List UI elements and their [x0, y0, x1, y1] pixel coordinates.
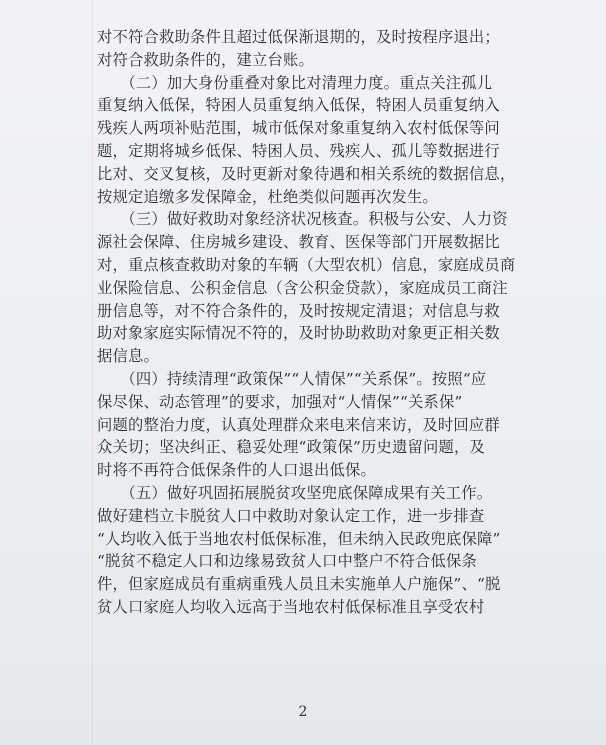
text-line: 问题的整治力度，认真处理群众来电来信来访，及时回应群	[97, 415, 500, 434]
text-line: “人均收入低于当地农村低保标准，但未纳入民政兜底保障”	[97, 529, 501, 548]
text-line: 比对、交叉复核，及时更新对象待遇和相关系统的数据信息，	[97, 164, 516, 183]
text-line: 对，重点核查救助对象的车辆（大型农机）信息，家庭成员商	[97, 255, 516, 274]
text-line: 对符合救助条件的，建立台账。	[97, 50, 314, 69]
text-line: （二）加大身份重叠对象比对清理力度。重点关注孤儿	[97, 73, 493, 92]
text-line: 众关切；坚决纠正、稳妥处理“政策保”历史遗留问题，及	[97, 438, 485, 457]
text-line: 助对象家庭实际情况不符的，及时协助救助对象更正相关数	[97, 324, 500, 343]
body-text	[97, 26, 529, 619]
text-line: 源社会保障、住房城乡建设、教育、医保等部门开展数据比	[97, 233, 500, 252]
text-line: 按规定追缴多发保障金，杜绝类似问题再次发生。	[97, 187, 438, 206]
text-line: 据信息。	[97, 347, 159, 366]
text-line: 贫人口家庭人均收入远高于当地农村低保标准且享受农村	[97, 597, 485, 616]
text-line: 业保险信息、公积金信息（含公积金贷款），家庭成员工商注	[97, 278, 508, 297]
text-line: 题，定期将城乡低保、特困人员、残疾人、孤儿等数据进行	[97, 141, 500, 160]
text-line: 册信息等，对不符合条件的，及时按规定清退；对信息与救	[97, 301, 500, 320]
text-line: 做好建档立卡脱贫人口中救助对象认定工作，进一步排查	[97, 506, 485, 525]
text-line: 残疾人两项补贴范围，城市低保对象重复纳入农村低保等问	[97, 119, 500, 138]
text-line: （三）做好救助对象经济状况核查。积极与公安、人力资	[97, 210, 508, 229]
text-line: “脱贫不稳定人口和边缘易致贫人口中整户不符合低保条	[97, 552, 477, 571]
text-line: 时将不再符合低保条件的人口退出低保。	[97, 461, 376, 480]
page-fold-shadow	[92, 0, 93, 745]
text-line: （五）做好巩固拓展脱贫攻坚兜底保障成果有关工作。	[97, 483, 493, 502]
text-line: 对不符合救助条件且超过低保渐退期的，及时按程序退出；	[97, 28, 500, 46]
text-line: 保尽保、动态管理”的要求，加强对“人情保”“关系保”	[97, 392, 463, 411]
page-number: 2	[298, 704, 308, 720]
text-line: 重复纳入低保，特困人员重复纳入低保，特困人员重复纳入	[97, 96, 500, 115]
text-line: 件，但家庭成员有重病重残人员且未实施单人户施保”、“脱	[97, 575, 501, 594]
text-line: （四）持续清理“政策保”“人情保”“关系保”。按照“应	[97, 369, 487, 388]
